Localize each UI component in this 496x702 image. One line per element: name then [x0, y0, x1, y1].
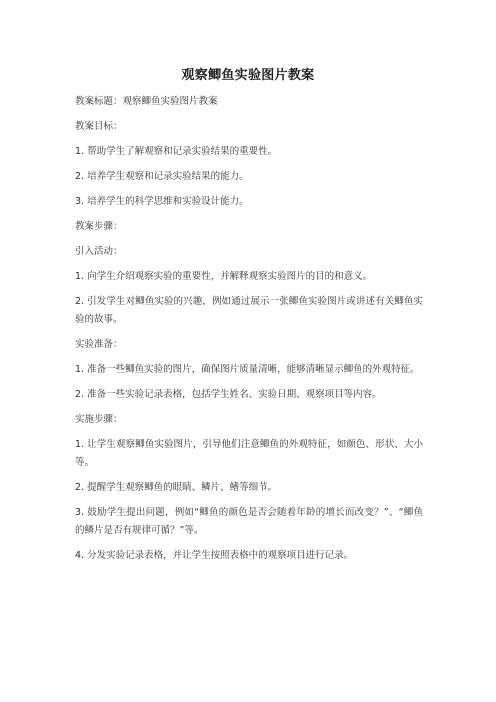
document-body: [75, 93, 423, 572]
section-heading: 教案目标：: [75, 121, 123, 132]
paragraph: 3. 鼓励学生提出问题，例如“鲫鱼的颜色是否会随着年龄的增长而改变？”、“鲫鱼的鳞片是否有规律可循？”等。: [75, 507, 423, 536]
paragraph: 1. 向学生介绍观察实验的重要性，并解释观察实验图片的目的和意义。: [75, 271, 373, 282]
section-heading: 实验准备：: [75, 339, 123, 350]
section-heading: 教案步骤：: [75, 221, 123, 232]
paragraph: 2. 准备一些实验记录表格，包括学生姓名、实验日期、观察项目等内容。: [75, 389, 382, 400]
paragraph: 2. 引发学生对鲫鱼实验的兴趣，例如通过展示一张鲫鱼实验图片或讲述有关鲫鱼实验的故事。: [75, 296, 423, 325]
paragraph: 2. 培养学生观察和记录实验结果的能力。: [75, 171, 249, 182]
paragraph: 3. 培养学生的科学思维和实验设计能力。: [75, 196, 249, 207]
paragraph: 4. 分发实验记录表格，并让学生按照表格中的观察项目进行记录。: [75, 550, 354, 561]
paragraph: 教案标题：观察鲫鱼实验图片教案: [75, 96, 218, 107]
paragraph: 1. 让学生观察鲫鱼实验图片，引导他们注意鲫鱼的外观特征，如颜色、形状、大小等。: [75, 439, 423, 468]
document-title: 观察鲫鱼实验图片教案: [181, 68, 315, 83]
section-heading: 实施步骤：: [75, 414, 123, 425]
paragraph: 2. 提醒学生观察鲫鱼的眼睛、鳞片、鳍等细节。: [75, 482, 278, 493]
section-heading: 引入活动：: [75, 246, 123, 257]
paragraph: 1. 帮助学生了解观察和记录实验结果的重要性。: [75, 146, 278, 157]
paragraph: 1. 准备一些鲫鱼实验的图片，确保图片质量清晰，能够清晰显示鲫鱼的外观特征。: [75, 364, 420, 375]
